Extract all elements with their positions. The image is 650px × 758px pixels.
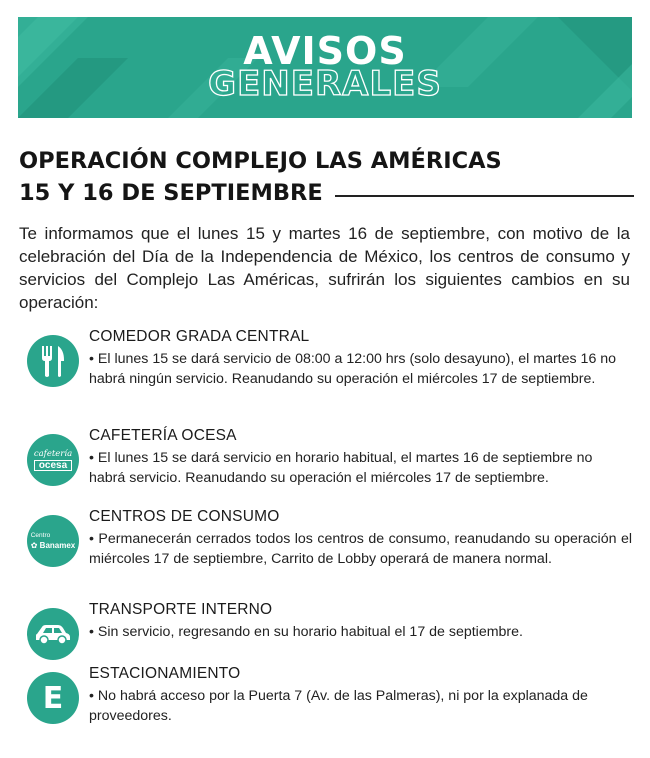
notice-description: • Sin servicio, regresando en su horario habitual el 17 de septiembre. (89, 624, 523, 640)
parking-e-icon (27, 672, 79, 724)
ocesa-logo-text: ocesa (34, 460, 72, 471)
title-line-2: 15 Y 16 DE SEPTIEMBRE (19, 180, 323, 206)
notice-description: • Permanecerán cerrados todos los centros de consumo, reanudando su operación el miércoles 17 de septiembre, Carrito de Lobby operará de manera normal. (89, 531, 632, 567)
notice-description: • El lunes 15 se dará servicio de 08:00 a 12:00 hrs (solo desayuno), el martes 16 no habrá ningún servicio. Reanudando su operación el miércoles 17 de septiembre. (89, 351, 617, 387)
notice-heading: CENTROS DE CONSUMO (89, 508, 280, 525)
notice-heading: COMEDOR GRADA CENTRAL (89, 328, 310, 345)
cafeteria-ocesa-logo (27, 434, 79, 486)
parking-e-letter: E (42, 680, 64, 716)
fork-knife-icon (27, 335, 79, 387)
intro-paragraph: Te informamos que el lunes 15 y martes 16 de septiembre, con motivo de la celebración del Día de la Independencia de México, los centros de consumo y servicios del Complejo Las Américas, sufrirán los siguientes cambios en su operación: (19, 224, 630, 312)
banner (18, 17, 632, 118)
banamex-flower-icon: ✿ (30, 541, 38, 550)
title-divider (335, 195, 634, 197)
banner-subtitle: GENERALES (208, 64, 442, 104)
page-title (19, 145, 634, 209)
notice-heading: CAFETERÍA OCESA (89, 427, 237, 444)
notice-description: • No habrá acceso por la Puerta 7 (Av. de las Palmeras), ni por la explanada de proveedores. (89, 688, 588, 724)
centro-banamex-logo (27, 515, 79, 567)
title-line-1: OPERACIÓN COMPLEJO LAS AMÉRICAS (19, 148, 502, 174)
notice-heading: ESTACIONAMIENTO (89, 665, 241, 682)
banner-title: AVISOS (243, 29, 407, 73)
notice-heading: TRANSPORTE INTERNO (89, 601, 273, 618)
centro-logo-text: Centro (30, 532, 51, 539)
car-icon (27, 608, 79, 660)
notice-description: • El lunes 15 se dará servicio en horario habitual, el martes 16 de septiembre no habrá servicio. Reanudando su operación el miércoles 17 de septiembre. (89, 450, 593, 486)
cafeteria-logo-text: cafetería (33, 448, 73, 459)
banamex-logo-text: Banamex (39, 541, 76, 550)
